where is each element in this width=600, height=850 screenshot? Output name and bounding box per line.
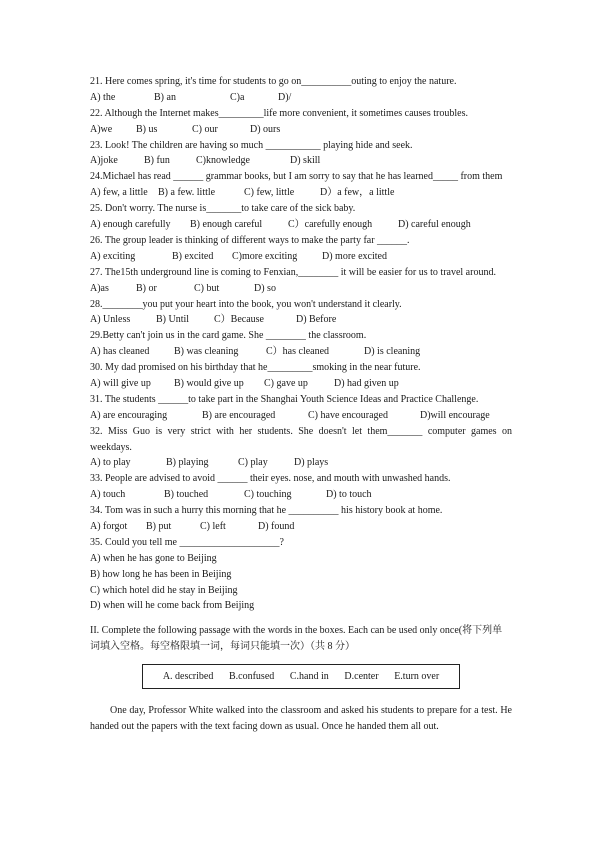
option-a: A) when he has gone to Beijing	[90, 552, 217, 564]
option-d: D) careful enough	[398, 219, 471, 231]
question-options	[90, 122, 512, 138]
word-box	[142, 664, 460, 689]
word-option: E.turn over	[394, 670, 440, 682]
option-a: A)we	[90, 123, 113, 135]
option-d: D) ours	[250, 123, 281, 135]
question-options	[90, 344, 512, 360]
option-d: D) so	[254, 282, 276, 294]
option-d: D) Before	[296, 314, 337, 326]
option-d: D) plays	[294, 457, 329, 469]
question-stem: 22. Although the Internet makes_________life more convenient, it sometimes causes troubles.	[90, 107, 468, 119]
option-c: C）has cleaned	[266, 346, 330, 358]
option-c: C) our	[192, 123, 218, 135]
question-stem: 31. The students ______to take part in the Shanghai Youth Science Ideas and Practice Challenge.	[90, 393, 479, 405]
option-a: A) few, a little	[90, 187, 148, 199]
option-b: B) an	[154, 91, 176, 103]
question-options	[90, 312, 512, 328]
option-b: B) Until	[156, 314, 190, 326]
option-d: D) is cleaning	[364, 346, 421, 358]
option-a: A) to play	[90, 457, 131, 469]
option-a: A) has cleaned	[90, 346, 150, 358]
option-b: B) fun	[144, 155, 170, 167]
option-c: C) play	[238, 457, 268, 469]
option-a: A) will give up	[90, 377, 151, 389]
option-b: B) enough careful	[190, 219, 263, 231]
option-b: B) was cleaning	[174, 346, 239, 358]
question-stem: 32. Miss Guo is very strict with her students. She doesn't let them_______ computer games on weekdays.	[90, 425, 512, 453]
option-c: C)knowledge	[196, 155, 250, 167]
option-b: B) would give up	[174, 377, 244, 389]
question-stem: 25. Don't worry. The nurse is_______to take care of the sick baby.	[90, 203, 356, 215]
question-options	[90, 281, 512, 297]
option-d: D)/	[278, 91, 292, 103]
option-b: B) are encouraged	[202, 409, 276, 421]
question-stem: 29.Betty can't join us in the card game. She ________ the classroom.	[90, 330, 367, 342]
option-a: A) Unless	[90, 314, 131, 326]
option-c: C)more exciting	[232, 250, 298, 262]
question-stem: 26. The group leader is thinking of different ways to make the party far ______.	[90, 234, 410, 246]
option-b: B) excited	[172, 250, 214, 262]
option-a: A) forgot	[90, 521, 128, 532]
multiple-choice-questions	[90, 74, 512, 614]
option-c: C) touching	[244, 489, 292, 501]
question-options	[90, 90, 512, 106]
option-a: A) are encouraging	[90, 409, 168, 421]
question-options	[90, 487, 512, 503]
option-c: C) left	[200, 521, 226, 532]
question-options	[90, 217, 512, 233]
word-option: D.center	[344, 670, 379, 682]
option-c: C) few, little	[244, 187, 295, 199]
option-a: A)as	[90, 282, 109, 294]
question-stem: 27. The15th underground line is coming to Fenxian,________ it will be easier for us to travel around.	[90, 266, 496, 278]
option-b: B) us	[136, 123, 158, 135]
section-two-instruction: II. Complete the following passage with the words in the boxes. Each can be used only once(将下列单词填入空格。每空格限填一词，每词只能填一次）（共 8 分）	[90, 625, 503, 653]
question-stem: 33. People are advised to avoid ______ their eyes. nose, and mouth with unwashed hands.	[90, 473, 451, 485]
option-a: A) touch	[90, 489, 126, 501]
question-options	[90, 153, 512, 169]
option-b: B) how long he has been in Beijing	[90, 568, 232, 580]
option-a: A) the	[90, 91, 116, 103]
passage-text: One day, Professor White walked into the classroom and asked his students to prepare for a test. He handed out the papers with the text facing down as usual. Once he handed them all out.	[90, 705, 512, 733]
word-option: B.confused	[228, 670, 275, 682]
question-stem: 28.________you put your heart into the book, you won't understand it clearly.	[90, 298, 402, 310]
option-d: D）a few，a little	[320, 187, 395, 199]
word-option: C.hand in	[289, 670, 329, 682]
question-stem: 35. Could you tell me ____________________?	[90, 536, 284, 548]
option-d: D) to touch	[326, 489, 372, 501]
exam-page	[90, 74, 512, 735]
option-d: D) when will he come back from Beijing	[90, 600, 255, 612]
option-c: C) but	[194, 282, 220, 294]
question-options	[90, 185, 512, 201]
option-a: A)joke	[90, 155, 118, 167]
question-options	[90, 408, 512, 424]
question-stem: 34. Tom was in such a hurry this morning that he __________ his history book at home.	[90, 505, 443, 517]
option-d: D)will encourage	[420, 409, 490, 421]
option-d: D) had given up	[334, 377, 399, 389]
question-options	[90, 519, 512, 535]
option-d: D) more excited	[322, 250, 387, 262]
option-d: D) skill	[290, 155, 321, 167]
option-c: C) have encouraged	[308, 409, 388, 421]
option-b: B) put	[146, 521, 172, 532]
question-options	[90, 455, 512, 471]
question-options	[90, 376, 512, 392]
option-b: B) touched	[164, 489, 209, 501]
option-b: B) playing	[166, 457, 209, 469]
option-d: D) found	[258, 521, 295, 532]
option-b: B) or	[136, 282, 157, 294]
option-b: B) a few. little	[158, 187, 216, 199]
option-a: A) exciting	[90, 250, 136, 262]
question-options	[90, 249, 512, 265]
option-c: C) gave up	[264, 377, 308, 389]
question-stem: 23. Look! The children are having so much ___________ playing hide and seek.	[90, 139, 413, 151]
word-option: A. described	[162, 670, 214, 682]
option-c: C）Because	[214, 314, 264, 326]
option-c: C）carefully enough	[288, 219, 373, 231]
option-a: A) enough carefully	[90, 219, 171, 231]
question-stem: 21. Here comes spring, it's time for students to go on__________outing to enjoy the nature.	[90, 76, 457, 87]
question-stem: 30. My dad promised on his birthday that he_________smoking in the near future.	[90, 362, 421, 374]
question-stem: 24.Michael has read ______ grammar books, but I am sorry to say that he has learned_____ from them	[90, 171, 503, 183]
option-c: C) which hotel did he stay in Beijing	[90, 584, 238, 596]
option-c: C)a	[230, 91, 245, 103]
